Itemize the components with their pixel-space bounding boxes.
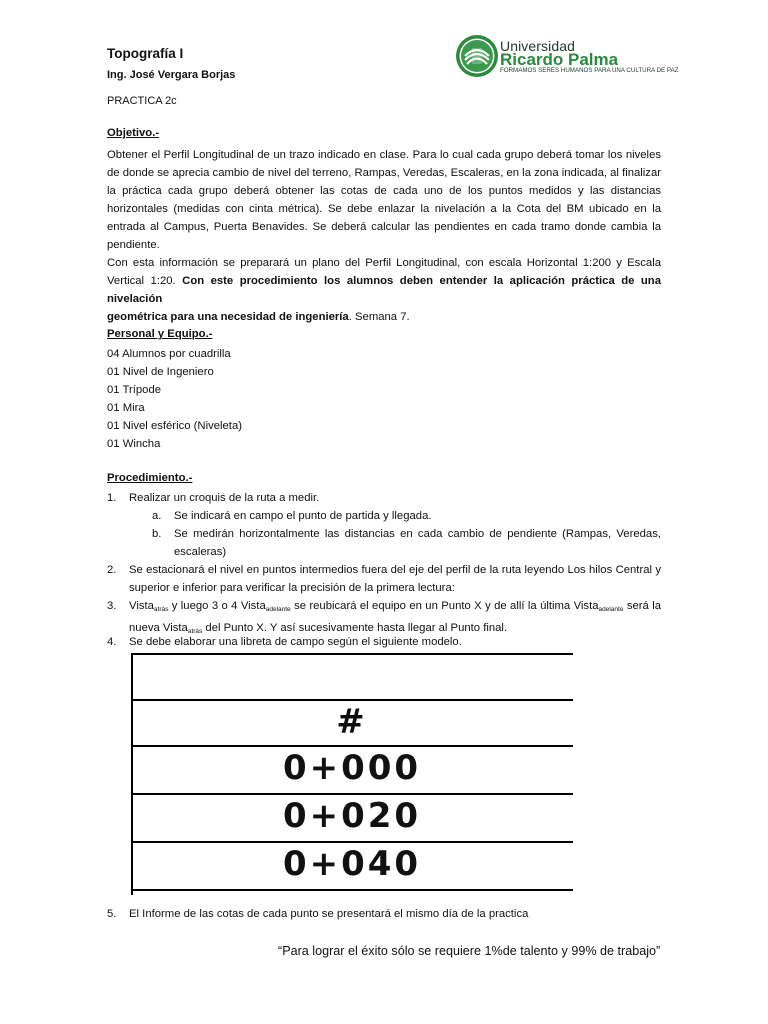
objective-line xyxy=(107,308,661,326)
objective-line: Obtener el Perfil Longitudinal de un trazo indicado en clase. Para lo cual cada grupo deberá tomar los niveles xyxy=(107,149,661,161)
objective-line: Con esta información se preparará un plano del Perfil Longitudinal, con escala Horizontal 1:200 y Escala xyxy=(107,257,661,269)
equipment-item: 01 Nivel esférico (Niveleta) xyxy=(107,420,242,432)
objective-line xyxy=(107,272,661,308)
equipment-item: 01 Nivel de Ingeniero xyxy=(107,366,214,378)
objective-line: horizontales (medidas con cinta métrica). Se debe enlazar la nivelación a la Cota del BM ubicado en la xyxy=(107,203,661,215)
practice-title: PRACTICA 2c xyxy=(107,95,177,107)
procedure-step-2 xyxy=(107,561,661,597)
objective-line: de donde se aprecia cambio de nivel del terreno, Rampas, Veredas, Escaleras, en la zona indicada, al finalizar xyxy=(107,167,661,179)
objective-text: . Semana 7. xyxy=(348,311,410,323)
course-title: Topografía I xyxy=(107,46,184,61)
equipment-item: 04 Alumnos por cuadrilla xyxy=(107,348,231,360)
table-cell: 0+000 xyxy=(282,748,422,788)
university-seal-icon xyxy=(455,34,499,78)
table-rule xyxy=(131,745,573,747)
substep-letter: a. xyxy=(152,510,162,522)
procedure-step-5 xyxy=(107,905,661,923)
step-subscript: atrás xyxy=(187,628,203,635)
equipment-item: 01 Mira xyxy=(107,402,145,414)
instructor-name: Ing. José Vergara Borjas xyxy=(107,69,236,81)
table-rule xyxy=(131,653,573,655)
university-logo xyxy=(455,34,679,80)
step-text-part: Vista xyxy=(129,600,154,612)
step-number: 4. xyxy=(107,636,117,648)
logo-motto-text: FORMAMOS SERES HUMANOS PARA UNA CULTURA DE PAZ xyxy=(500,67,679,74)
step-text: Se estacionará el nivel en puntos intermedios fuera del eje del perfil de la ruta leyendo Los hilos Central y superior e inferior para verificar la precisión de la primera lectura: xyxy=(129,564,661,594)
procedure-heading: Procedimiento.- xyxy=(107,472,193,484)
equipment-heading: Personal y Equipo.- xyxy=(107,328,213,340)
procedure-substep-b xyxy=(152,525,661,561)
equipment-item: 01 Wincha xyxy=(107,438,161,450)
substep-letter: b. xyxy=(152,528,162,540)
step-number: 1. xyxy=(107,492,117,504)
logo-university-text: Universidad xyxy=(500,38,576,54)
step-subscript: atrás xyxy=(153,606,169,613)
step-subscript: adelante xyxy=(598,606,624,613)
step-text: El Informe de las cotas de cada punto se presentará el mismo día de la practica xyxy=(129,908,529,920)
field-notebook-table xyxy=(131,653,573,895)
step-text-part: se reubicará el equipo en un Punto X y de allí la última Vista xyxy=(290,600,599,612)
procedure-step-1 xyxy=(107,489,661,507)
step-text: Se debe elaborar una libreta de campo según el siguiente modelo. xyxy=(129,636,462,648)
table-cell-header: # xyxy=(336,702,368,742)
closing-quote: “Para lograr el éxito sólo se requiere 1%de talento y 99% de trabajo” xyxy=(278,944,661,958)
table-rule xyxy=(131,841,573,843)
logo-name-text: Ricardo Palma xyxy=(500,50,619,69)
step-text-part: del Punto X. Y así sucesivamente hasta llegar al Punto final. xyxy=(202,622,508,634)
step-number: 2. xyxy=(107,564,117,576)
equipment-item: 01 Trípode xyxy=(107,384,162,396)
table-cell: 0+040 xyxy=(282,844,422,884)
step-text-part: y luego 3 o 4 Vista xyxy=(168,600,266,612)
substep-text: Se medirán horizontalmente las distancias en cada cambio de pendiente (Rampas, Veredas, escaleras) xyxy=(174,528,661,558)
objective-bold-text: Con este procedimiento los alumnos deben entender la aplicación práctica de una nivelación xyxy=(107,275,661,305)
step-subscript: adelante xyxy=(265,606,291,613)
objective-heading: Objetivo.- xyxy=(107,127,160,139)
table-cell: 0+020 xyxy=(282,796,422,836)
objective-line: entrada al Campus, Puerta Benavides. Se deberá calcular las pendientes en cada tramo donde cambia la xyxy=(107,221,661,233)
step-text-part: será la nueva Vista xyxy=(129,600,661,634)
table-rule xyxy=(131,793,573,795)
table-rule xyxy=(131,889,573,891)
objective-line: pendiente. xyxy=(107,239,160,251)
step-text: Realizar un croquis de la ruta a medir. xyxy=(129,492,320,504)
objective-text: Vertical 1:20. xyxy=(107,275,183,287)
step-number: 5. xyxy=(107,908,117,920)
objective-line: la práctica cada grupo deberá obtener las cotas de cada uno de los puntos medidos y las distancias xyxy=(107,185,661,197)
procedure-step-4 xyxy=(107,633,661,651)
procedure-substep-a xyxy=(152,507,661,525)
step-number: 3. xyxy=(107,600,117,612)
substep-text: Se indicará en campo el punto de partida y llegada. xyxy=(174,510,432,522)
table-rule xyxy=(131,699,573,701)
objective-bold-text: geométrica para una necesidad de ingeniería xyxy=(107,311,349,323)
objective-paragraph xyxy=(107,146,661,326)
